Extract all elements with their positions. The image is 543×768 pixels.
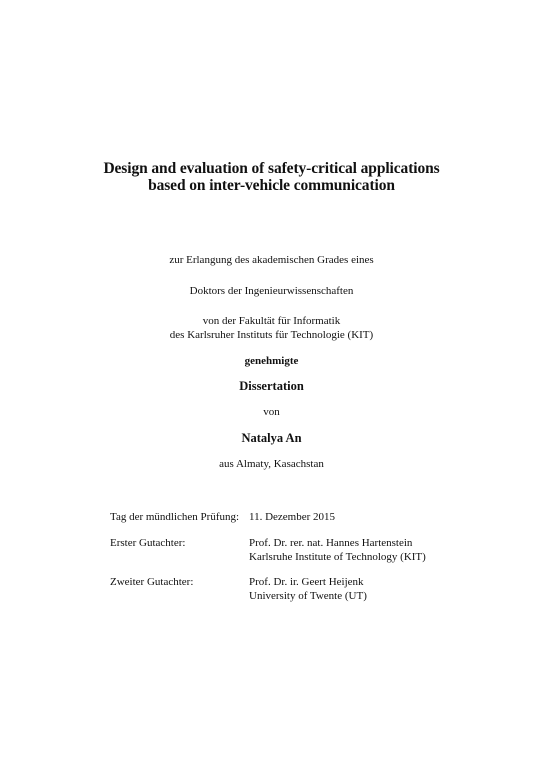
second-reviewer-affiliation: University of Twente (UT) xyxy=(249,590,367,602)
title-line-1: Design and evaluation of safety-critical applications xyxy=(103,160,440,177)
title-block xyxy=(0,160,543,194)
by-line: von xyxy=(263,406,280,418)
degree-line: Doktors der Ingenieurwissenschaften xyxy=(189,285,354,297)
author-name: Natalya An xyxy=(241,431,302,445)
faculty-line-1: von der Fakultät für Informatik xyxy=(202,315,341,327)
first-reviewer-affiliation: Karlsruhe Institute of Technology (KIT) xyxy=(249,551,426,563)
second-reviewer-name: Prof. Dr. ir. Geert Heijenk xyxy=(249,576,364,588)
second-reviewer-label: Zweiter Gutachter: xyxy=(110,576,194,588)
exam-date-value: 11. Dezember 2015 xyxy=(249,511,336,523)
exam-date-label: Tag der mündlichen Prüfung: xyxy=(110,511,240,523)
approved-line: genehmigte xyxy=(244,355,299,367)
first-reviewer-name: Prof. Dr. rer. nat. Hannes Hartenstein xyxy=(249,537,413,549)
first-reviewer-label: Erster Gutachter: xyxy=(110,537,186,549)
title-line-2: based on inter-vehicle communication xyxy=(148,177,395,194)
purpose-line: zur Erlangung des akademischen Grades eines xyxy=(169,254,374,266)
doc-type: Dissertation xyxy=(239,379,304,393)
origin-line: aus Almaty, Kasachstan xyxy=(219,458,324,470)
faculty-line-2: des Karlsruher Instituts für Technologie (KIT) xyxy=(169,329,374,341)
